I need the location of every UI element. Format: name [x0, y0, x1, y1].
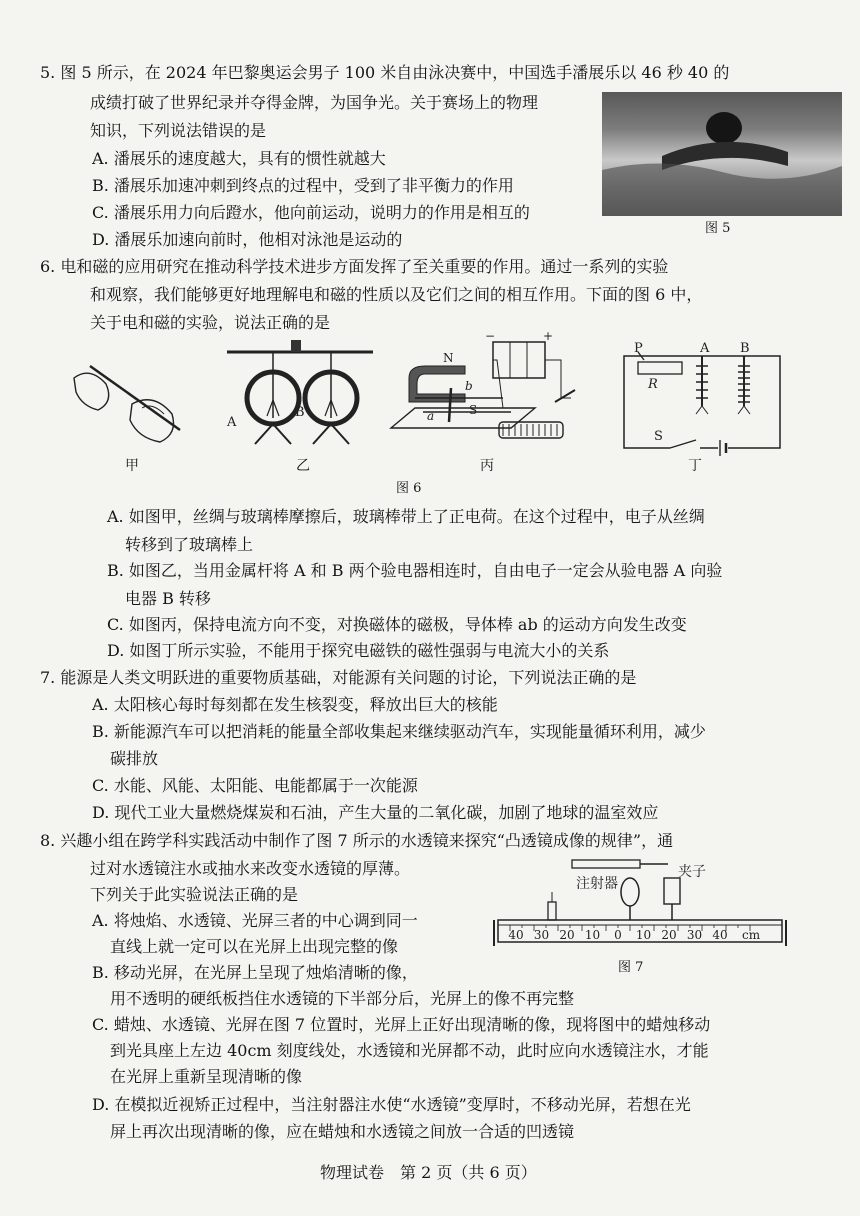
q7-option-b-line-2: 碳排放	[110, 749, 159, 768]
q5-stem-line-3: 知识，下列说法错误的是	[90, 121, 267, 140]
q8-stem-line-3: 下列关于此实验说法正确的是	[90, 885, 299, 904]
panel-label-bing: 丙	[480, 458, 494, 474]
scale-tick-label: 10	[635, 928, 652, 942]
q7-option-b-line-1: B. 新能源汽车可以把消耗的能量全部收集起来继续驱动汽车，实现能量循环利用，减少	[92, 722, 706, 741]
swimmer-photo	[602, 92, 842, 216]
q8-option-c-line-2: 到光具座上左边 40cm 刻度线处，水透镜和光屏都不动，此时应向水透镜注水，才能	[110, 1041, 709, 1060]
q6-stem-line-1: 6. 电和磁的应用研究在推动科学技术进步方面发挥了至关重要的作用。通过一系列的实验	[40, 257, 669, 276]
q6-option-c: C. 如图丙，保持电流方向不变，对换磁体的磁极，导体棒 ab 的运动方向发生改变	[107, 615, 687, 634]
scale-tick-label: 40	[712, 928, 728, 942]
q7-option-a: A. 太阳核心每时每刻都在发生核裂变，释放出巨大的核能	[92, 695, 498, 714]
q6-option-a-line-2: 转移到了玻璃棒上	[125, 535, 254, 554]
figure-6-panel-jia	[72, 358, 202, 448]
page-footer: 物理试卷 第 2 页（共 6 页）	[320, 1163, 537, 1182]
q7-stem: 7. 能源是人类文明跃进的重要物质基础，对能源有关问题的讨论，下列说法正确的是	[40, 668, 637, 687]
electroscope-b-label: B	[295, 405, 305, 420]
q5-stem-line-2: 成绩打破了世界纪录并夺得金牌，为国争光。关于赛场上的物理	[90, 93, 539, 112]
figure-5-caption: 图 5	[705, 221, 731, 236]
battery-plus-label: +	[543, 329, 554, 343]
q8-option-c-line-3: 在光屏上重新呈现清晰的像	[110, 1067, 303, 1086]
syringe-label: 注射器	[576, 876, 618, 892]
figure-6-panel-ding	[620, 342, 790, 452]
q6-stem-line-3: 关于电和磁的实验，说法正确的是	[90, 313, 331, 332]
q8-option-d-line-2: 屏上再次出现清晰的像，应在蜡烛和水透镜之间放一合适的凹透镜	[110, 1122, 575, 1141]
scale-tick-label: 40	[508, 928, 524, 942]
scale-tick-labels	[508, 928, 727, 942]
electromagnet-a-label: A	[700, 341, 710, 356]
rod-end-b-label: b	[465, 379, 473, 393]
q7-option-d: D. 现代工业大量燃烧煤炭和石油，产生大量的二氧化碳，加剧了地球的温室效应	[92, 803, 659, 822]
rheostat-r-label: R	[648, 377, 658, 392]
q8-stem-line-1: 8. 兴趣小组在跨学科实践活动中制作了图 7 所示的水透镜来探究“凸透镜成像的规律”，通	[40, 831, 674, 850]
rod-end-a-label: a	[427, 409, 435, 423]
q6-option-a-line-1: A. 如图甲，丝绸与玻璃棒摩擦后，玻璃棒带上了正电荷。在这个过程中，电子从丝绸	[107, 507, 705, 526]
q5-option-c: C. 潘展乐用力向后蹬水，他向前运动，说明力的作用是相互的	[92, 203, 530, 222]
figure-6-caption: 图 6	[396, 481, 422, 496]
q8-option-b-line-2: 用不透明的硬纸板挡住水透镜的下半部分后，光屏上的像不再完整	[110, 989, 575, 1008]
scale-unit-label: cm	[742, 928, 761, 942]
q6-stem-line-2: 和观察，我们能够更好地理解电和磁的性质以及它们之间的相互作用。下面的图 6 中，	[90, 285, 703, 304]
figure-6-panel-yi	[225, 340, 375, 446]
scale-tick-label: 0	[614, 928, 622, 942]
slider-p-label: P	[634, 341, 643, 356]
q6-option-b-line-1: B. 如图乙，当用金属杆将 A 和 B 两个验电器相连时，自由电子一定会从验电器 A 向验	[107, 561, 723, 580]
panel-label-jia: 甲	[125, 458, 139, 474]
magnet-n-label: N	[443, 351, 454, 365]
q5-option-a: A. 潘展乐的速度越大，具有的惯性就越大	[92, 149, 386, 168]
electroscope-a-label: A	[227, 415, 237, 430]
q5-stem-line-1: 5. 图 5 所示，在 2024 年巴黎奥运会男子 100 米自由泳决赛中，中国选手潘展乐以 46 秒 40 的	[40, 63, 730, 82]
scale-tick-label: 10	[584, 928, 601, 942]
q6-option-d: D. 如图丁所示实验，不能用于探究电磁铁的磁性强弱与电流大小的关系	[107, 641, 610, 660]
switch-s-label: S	[654, 429, 663, 444]
scale-tick-label: 20	[661, 928, 677, 942]
panel-label-yi: 乙	[296, 458, 310, 474]
panel-label-ding: 丁	[688, 458, 702, 474]
figure-6-panel-bing	[385, 329, 585, 450]
battery-minus-label: −	[485, 329, 496, 343]
q8-option-d-line-1: D. 在模拟近视矫正过程中，当注射器注水使“水透镜”变厚时，不移动光屏，若想在光	[92, 1095, 691, 1114]
figure-7-caption: 图 7	[618, 960, 644, 975]
scale-tick-label: 30	[686, 928, 703, 942]
scale-tick-label: 20	[559, 928, 575, 942]
q8-option-a-line-1: A. 将烛焰、水透镜、光屏三者的中心调到同一	[92, 911, 418, 930]
q5-option-d: D. 潘展乐加速向前时，他相对泳池是运动的	[92, 230, 403, 249]
q8-option-c-line-1: C. 蜡烛、水透镜、光屏在图 7 位置时，光屏上正好出现清晰的像，现将图中的蜡烛移动	[92, 1015, 711, 1034]
q5-option-b: B. 潘展乐加速冲刺到终点的过程中，受到了非平衡力的作用	[92, 176, 514, 195]
q6-option-b-line-2: 电器 B 转移	[125, 589, 211, 608]
electromagnet-b-label: B	[740, 341, 750, 356]
q8-stem-line-2: 过对水透镜注水或抽水来改变水透镜的厚薄。	[90, 859, 411, 878]
magnet-s-label: S	[469, 403, 478, 417]
clip-label: 夹子	[678, 864, 706, 880]
q8-option-a-line-2: 直线上就一定可以在光屏上出现完整的像	[110, 937, 399, 956]
figure-7-optical-bench	[490, 848, 790, 958]
q8-option-b-line-1: B. 移动光屏，在光屏上呈现了烛焰清晰的像，	[92, 963, 418, 982]
scale-tick-label: 30	[533, 928, 550, 942]
q7-option-c: C. 水能、风能、太阳能、电能都属于一次能源	[92, 776, 418, 795]
